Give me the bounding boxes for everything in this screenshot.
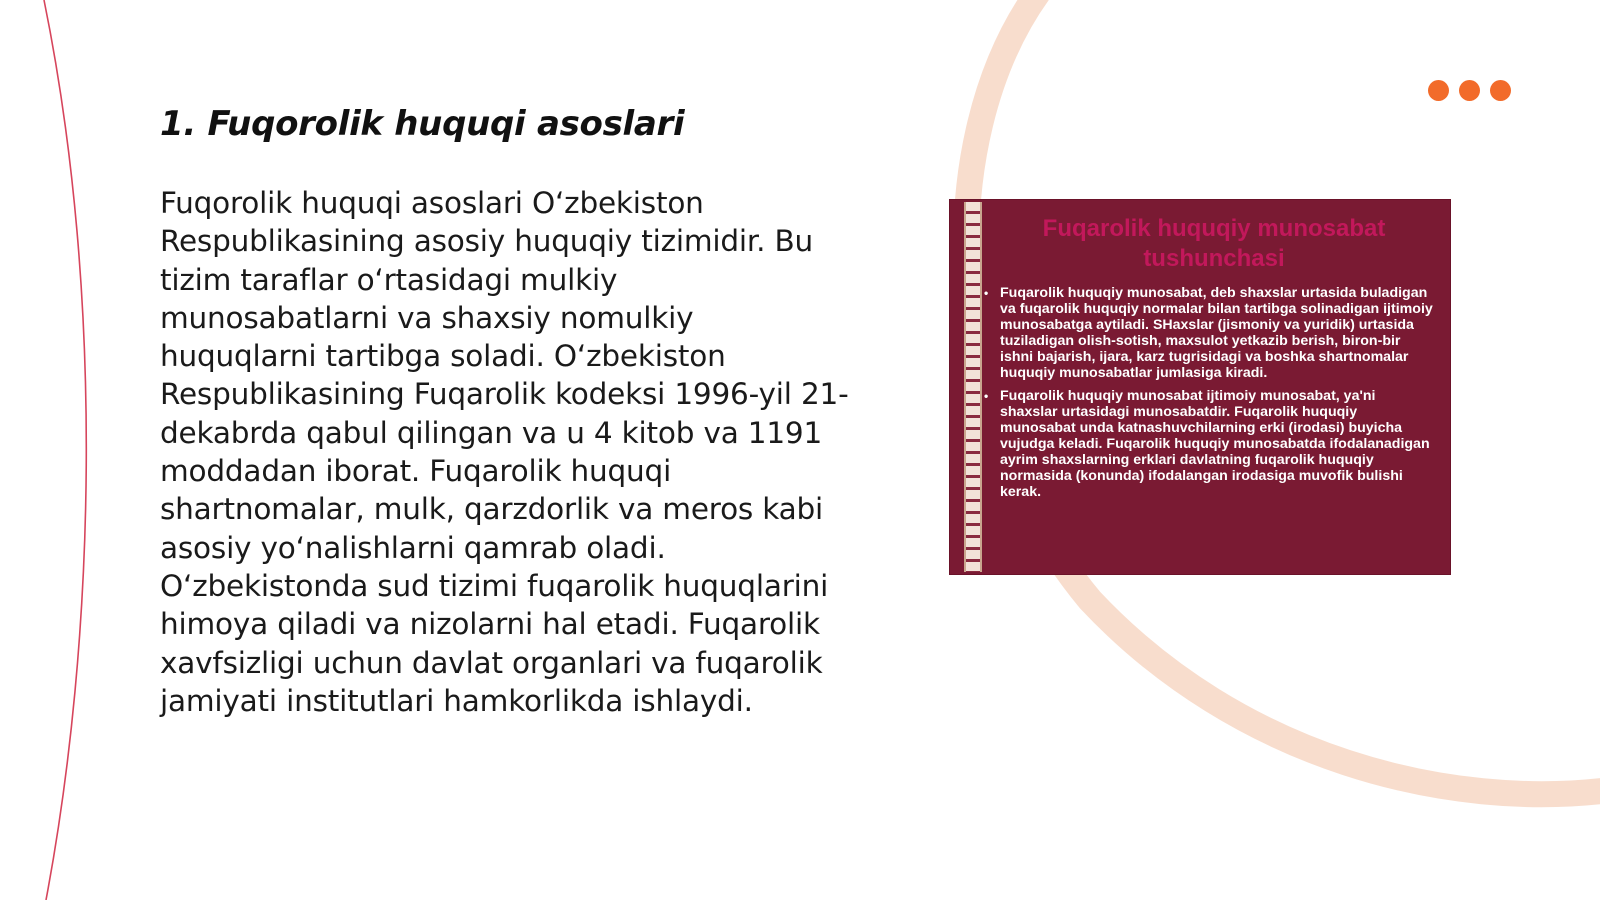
bullet-icon: •	[984, 389, 989, 404]
notebook-spiral	[964, 202, 982, 572]
decorative-dots	[1428, 80, 1511, 101]
orange-dot	[1490, 80, 1511, 101]
embedded-slide-image	[950, 200, 1450, 574]
orange-dot	[1459, 80, 1480, 101]
bullet-icon: •	[984, 286, 989, 300]
orange-dot	[1428, 80, 1449, 101]
list-item	[984, 286, 1434, 381]
list-item-text: Fuqarolik huquqiy munosabat, deb shaxslar urtasida buladigan va fuqarolik huquqiy normalar bilan tartibga solinadigan ijtimoiy munosabatga aytiladi. SHaxslar (jismoniy va yuridik) urtasida tuziladigan olish-sotish, maxsulot yetkazib berish, biron-bir ishni bajarish, ijara, karz tugrisidagi va boshka shartnomalar huquqiy munosabatlar jumlasiga kiradi.	[1000, 285, 1433, 381]
list-item-text: Fuqarolik huquqiy munosabat ijtimoiy munosabat, ya'ni shaxslar urtasidagi munosabatdir. Fuqarolik huquqiy munosabat unda katnashuvchilarning erki (irodasi) buyicha vujudga keladi. Fuqarolik huquqiy munosabatda ifodalanadigan ayrim shaxslarning erklari davlatning fuqarolik huquqiy normasida (konunda) ifodalangan irodasiga muvofik bulishi kerak.	[1000, 388, 1430, 500]
image-heading: Fuqarolik huquqiy munosabat tushunchasi	[1042, 215, 1386, 272]
slide-body-text: Fuqorolik huquqi asoslari O‘zbekiston Respublikasining asosiy huquqiy tizimidir. Bu tizim taraflar o‘rtasidagi mulkiy munosabatlarni va shaxsiy nomulkiy huquqlarni tartibga soladi. O‘zbekiston Respublikasining Fuqarolik kodeksi 1996-yil 21-dekabrda qabul qilingan va u 4 kitob va 1191 moddadan iborat. Fuqarolik huquqi shartnomalar, mulk, qarzdorlik va meros kabi asosiy yo‘nalishlarni qamrab oladi. O‘zbekistonda sud tizimi fuqarolik huquqlarini himoya qiladi va nizolarni hal etadi. Fuqarolik xavfsizligi uchun davlat organlari va fuqarolik jamiyati institutlari hamkorlikda ishlaydi.	[160, 186, 849, 718]
image-bullet-list	[984, 286, 1434, 509]
left-border-curve	[44, 0, 86, 900]
slide-title: 1. Fuqorolik huquqi asoslari	[160, 104, 685, 144]
list-item	[984, 389, 1434, 500]
